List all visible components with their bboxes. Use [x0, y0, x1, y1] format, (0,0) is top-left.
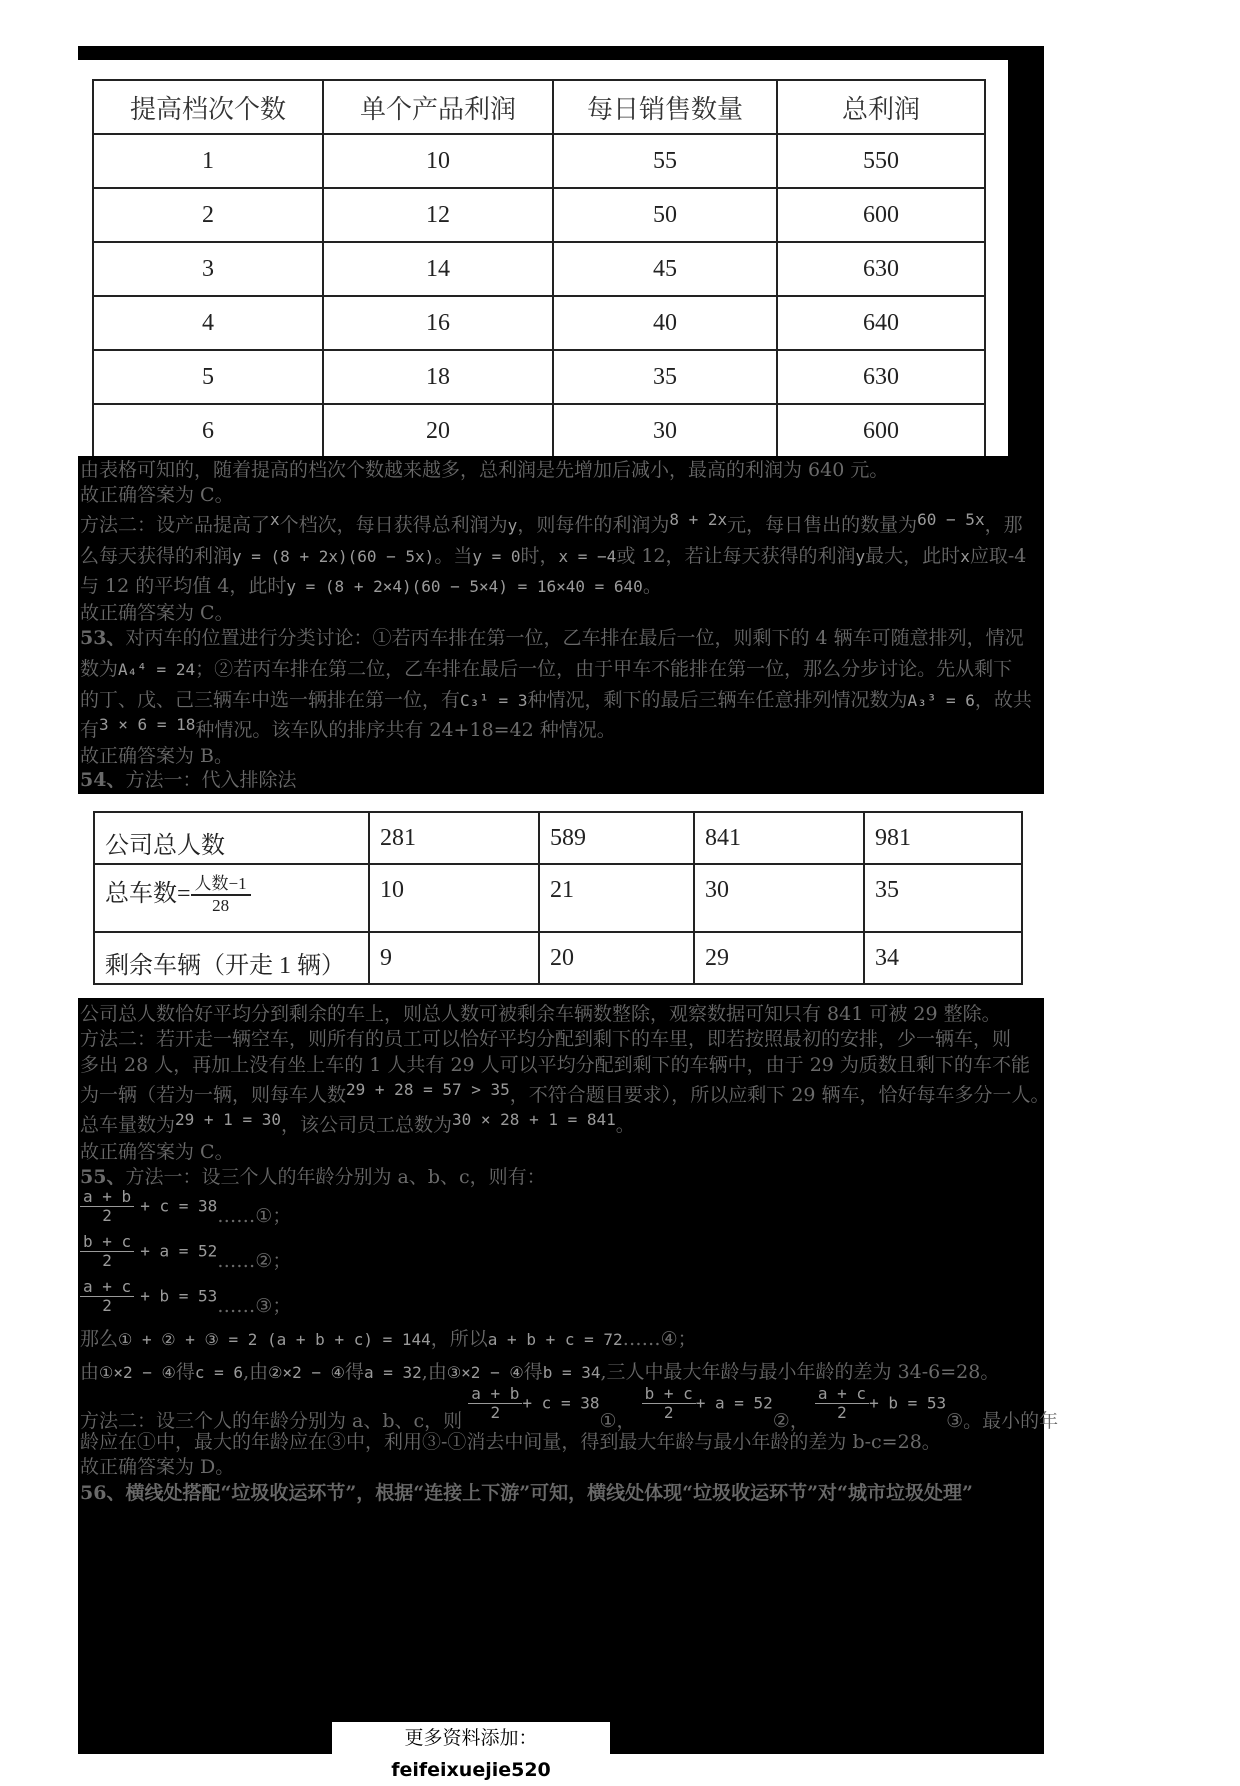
text-span: 对丙车的位置进行分类讨论：①若丙车排在第一位，乙车排在最后一位，则剩下的 4 辆车可随意排列，情况: [125, 627, 1024, 649]
table-cell: 10: [323, 134, 553, 188]
text-span: 与 12 的平均值 4，此时: [80, 575, 287, 597]
paragraph: 公司总人数恰好平均分到剩余的车上，则总人数可被剩余车辆数整除，观察数据可知只有 841 可被 29 整除。: [80, 1003, 1001, 1025]
table-cell: 45: [553, 242, 777, 296]
fraction-numerator: 人数−1: [191, 874, 251, 896]
text-span: 。: [615, 1114, 635, 1136]
answer-line: 故正确答案为 D。: [80, 1456, 235, 1478]
math-expr: 60 − 5x: [917, 510, 985, 529]
paragraph: [80, 1163, 546, 1191]
fraction-numerator: b + c: [80, 1233, 134, 1252]
math-expr: + a = 52: [695, 1393, 773, 1413]
text-span: 有: [80, 719, 100, 741]
table-row: [93, 404, 985, 458]
table-cell: 35: [553, 350, 777, 404]
fraction-numerator: a + b: [80, 1188, 134, 1207]
paragraph: [80, 686, 1032, 715]
table-cell: 16: [323, 296, 553, 350]
table-cell: 4: [93, 296, 323, 350]
header-cell: 每日销售数量: [553, 80, 777, 134]
fraction: [815, 1385, 869, 1422]
fraction-numerator: a + c: [815, 1385, 869, 1404]
math-expr: y = (8 + 2x)(60 − 5x): [232, 547, 435, 566]
text-span: 种情况。该车队的排序共有 24+18=42 种情况。: [195, 719, 616, 741]
text-span: 最大，此时: [865, 545, 961, 567]
answer-line: 故正确答案为 C。: [80, 602, 234, 624]
text-span: 那么: [80, 1328, 119, 1350]
text-span: ，那: [984, 514, 1023, 536]
table-cell: 20: [323, 404, 553, 458]
text-span: 方法一：代入排除法: [125, 769, 297, 791]
table-cell: 30: [694, 864, 864, 932]
text-span: 横线处搭配“垃圾收运环节”，根据“连接上下游”可知，横线处体现“垃圾收运环节”对“城市垃圾处理”: [125, 1482, 973, 1504]
table-row: [93, 188, 985, 242]
table-header-row: [93, 80, 985, 134]
paragraph: [80, 655, 1012, 684]
equation-tag: ③。最小的年: [946, 1409, 1059, 1432]
table-cell: 589: [539, 812, 694, 864]
watermark-prefix: 更多资料添加：: [404, 1727, 538, 1749]
paragraph: 由表格可知的，随着提高的档次个数越来越多，总利润是先增加后减小，最高的利润为 640 元。: [80, 459, 889, 481]
paragraph: 方法二：若开走一辆空车，则所有的员工可以恰好平均分配到剩下的车里，即若按照最初的安排，少一辆车，则: [80, 1028, 1012, 1050]
math-expr: ① + ② + ③ = 2 (a + b + c) = 144: [118, 1330, 431, 1349]
fraction: [80, 1278, 134, 1315]
math-expr: 30 × 28 + 1 = 841: [452, 1110, 616, 1129]
profit-table: [92, 79, 986, 459]
paragraph: 多出 28 人，再加上没有坐上车的 1 人共有 29 人可以平均分配到剩下的车辆中，由于 29 为质数且剩下的车不能: [80, 1054, 1030, 1076]
math-expr: a = 32: [363, 1363, 422, 1382]
table-cell: 10: [369, 864, 539, 932]
row-label: 剩余车辆（开走 1 辆）: [94, 932, 369, 984]
math-expr: ②×2 − ④: [268, 1363, 345, 1382]
table-cell: 34: [864, 932, 1022, 984]
text-span: ，则每件的利润为: [517, 514, 670, 536]
text-span: 种情况，剩下的最后三辆车任意排列情况数为: [527, 689, 908, 711]
text-span: ，故共: [974, 689, 1032, 711]
table-cell: 30: [553, 404, 777, 458]
table-row: [94, 812, 1022, 864]
fraction-denominator: 2: [102, 1206, 112, 1225]
text-span: ,由: [421, 1361, 447, 1383]
text-span: ，所以: [430, 1328, 488, 1350]
paragraph: [80, 716, 616, 745]
question-number: 54、: [80, 769, 126, 791]
table-cell: 12: [323, 188, 553, 242]
paragraph: [80, 1325, 697, 1354]
fraction: [80, 1188, 134, 1225]
text-span: 由: [80, 1361, 100, 1383]
table-cell: 281: [369, 812, 539, 864]
question-number: 56、: [80, 1482, 126, 1504]
table-row: [93, 134, 985, 188]
math-expr: A₃³ = 6: [907, 691, 975, 710]
math-expr: + b = 53: [869, 1393, 947, 1413]
text-span: ……④；: [622, 1328, 697, 1350]
math-var: y: [507, 516, 518, 535]
math-var: x: [960, 547, 970, 566]
equation-2: [80, 1233, 291, 1270]
answer-line: 故正确答案为 C。: [80, 484, 234, 506]
table-cell: 600: [777, 404, 985, 458]
text-span: 个档次，每日获得总利润为: [279, 514, 508, 536]
row-label: 公司总人数: [94, 812, 369, 864]
text-span: ；②若丙车排在第二位，乙车排在最后一位，由于甲车不能排在第一位，那么分步讨论。先从剩下: [195, 658, 1013, 680]
text-span: 。: [642, 575, 662, 597]
table-cell: 50: [553, 188, 777, 242]
fraction-numerator: a + b: [468, 1385, 522, 1404]
fraction-numerator: a + c: [80, 1278, 134, 1297]
table-cell: 5: [93, 350, 323, 404]
text-span: 总车数=: [105, 881, 191, 907]
table-cell: 20: [539, 932, 694, 984]
math-expr: b = 34: [542, 1363, 601, 1382]
table-cell: 630: [777, 242, 985, 296]
table-cell: 18: [323, 350, 553, 404]
table-cell: 981: [864, 812, 1022, 864]
text-span: ,由: [243, 1361, 269, 1383]
text-span: ，不符合题目要求），所以应剩下 29 辆车，恰好每车多分一人。: [509, 1084, 1050, 1106]
text-span: 元，每日售出的数量为: [727, 514, 918, 536]
math-expr: + c = 38: [522, 1393, 600, 1413]
table-cell: 21: [539, 864, 694, 932]
table-cell: 1: [93, 134, 323, 188]
math-expr: x = −4: [558, 547, 617, 566]
paragraph: [80, 542, 1026, 571]
table-cell: 6: [93, 404, 323, 458]
equation-3: [80, 1278, 291, 1315]
text-span: ,三人中最大年龄与最小年龄的差为 34-6=28。: [600, 1361, 1000, 1383]
row-label: [94, 864, 369, 932]
watermark-id: feifeixuejie520: [391, 1759, 551, 1781]
table-cell: 40: [553, 296, 777, 350]
math-expr: 29 + 1 = 30: [175, 1110, 281, 1129]
paragraph: [80, 1479, 973, 1507]
text-span: 总车量数为: [80, 1114, 176, 1136]
fraction-denominator: 28: [212, 896, 230, 916]
paragraph: [80, 1358, 999, 1387]
table-row: [93, 350, 985, 404]
math-expr: C₃¹ = 3: [460, 691, 528, 710]
equation-tag: ……③；: [217, 1294, 292, 1317]
fraction-denominator: 2: [490, 1403, 501, 1422]
answer-line: 故正确答案为 C。: [80, 1141, 234, 1163]
equation-tag: ……①；: [217, 1204, 292, 1227]
text-span: 么每天获得的利润: [80, 545, 233, 567]
text-span: 为一辆（若为一辆，则每车人数: [80, 1084, 347, 1106]
paragraph: [80, 1081, 1050, 1110]
fraction: [191, 874, 251, 916]
paragraph: [80, 624, 1024, 652]
fraction: [468, 1385, 522, 1422]
table-cell: 600: [777, 188, 985, 242]
equation-tag: ……②；: [217, 1249, 292, 1272]
text-span: 得: [523, 1361, 543, 1383]
table-row: [94, 864, 1022, 932]
math-expr: y = (8 + 2×4)(60 − 5×4) = 16×40 = 640: [286, 577, 643, 596]
equation-tag: ①，: [599, 1409, 636, 1432]
answer-line: 故正确答案为 B。: [80, 745, 234, 767]
fraction-denominator: 2: [102, 1296, 112, 1315]
math-expr: + a = 52: [140, 1241, 218, 1261]
top-black-band: [78, 46, 1044, 60]
paragraph: [80, 572, 662, 601]
math-expr: 3 × 6 = 18: [99, 715, 196, 734]
table-cell: 29: [694, 932, 864, 984]
math-var: x: [270, 510, 280, 529]
math-expr: c = 6: [194, 1363, 244, 1382]
table-cell: 640: [777, 296, 985, 350]
math-expr: 29 + 28 = 57 > 35: [346, 1080, 510, 1099]
right-black-strip: [1008, 46, 1044, 456]
math-expr: A₄⁴ = 24: [118, 660, 196, 679]
table-row: [93, 242, 985, 296]
text-span: 方法二：设三个人的年龄分别为 a、b、c，则: [80, 1409, 463, 1432]
text-span: 时，: [520, 545, 559, 567]
table-cell: 2: [93, 188, 323, 242]
vehicle-table: [93, 811, 1023, 985]
fraction: [80, 1233, 134, 1270]
math-expr: ①×2 − ④: [99, 1363, 176, 1382]
math-expr: a + b + c = 72: [487, 1330, 623, 1349]
paragraph: 龄应在①中，最大的年龄应在③中，利用③-①消去中间量，得到最大年龄与最小年龄的差为 b-c=28。: [80, 1431, 941, 1453]
fraction-denominator: 2: [663, 1403, 674, 1422]
paragraph: [80, 1111, 635, 1140]
question-number: 55、: [80, 1166, 126, 1188]
text-span: 方法二：设产品提高了: [80, 514, 271, 536]
text-span: ，该公司员工总数为: [280, 1114, 452, 1136]
math-expr: ③×2 − ④: [446, 1363, 524, 1382]
text-span: 得: [175, 1361, 195, 1383]
text-span: 应取-4: [969, 545, 1027, 567]
fraction-denominator: 2: [102, 1251, 112, 1270]
paragraph: [80, 1384, 1059, 1432]
math-var: y: [855, 547, 866, 566]
table-cell: 841: [694, 812, 864, 864]
header-cell: 总利润: [777, 80, 985, 134]
math-expr: + b = 53: [140, 1286, 218, 1306]
table-cell: 35: [864, 864, 1022, 932]
table-row: [94, 932, 1022, 984]
fraction: [642, 1385, 696, 1422]
table-cell: 9: [369, 932, 539, 984]
math-expr: y = 0: [472, 547, 521, 566]
table-cell: 3: [93, 242, 323, 296]
equation-tag: ②，: [772, 1409, 809, 1432]
header-cell: 提高档次个数: [93, 80, 323, 134]
math-expr: + c = 38: [140, 1196, 218, 1216]
header-cell: 单个产品利润: [323, 80, 553, 134]
text-span: 方法一：设三个人的年龄分别为 a、b、c，则有：: [125, 1166, 546, 1188]
text-span: 或 12，若让每天获得的利润: [616, 545, 856, 567]
equation-1: [80, 1188, 291, 1225]
text-span: 数为: [80, 658, 119, 680]
text-span: 。当: [434, 545, 473, 567]
paragraph: [80, 766, 296, 794]
table-row: [93, 296, 985, 350]
table-cell: 630: [777, 350, 985, 404]
question-number: 53、: [80, 627, 126, 649]
table-cell: 550: [777, 134, 985, 188]
text-span: 的丁、戊、己三辆车中选一辆排在第一位，有: [80, 689, 461, 711]
table-cell: 14: [323, 242, 553, 296]
watermark-contact: [332, 1722, 610, 1781]
math-expr: 8 + 2x: [669, 510, 728, 529]
fraction-numerator: b + c: [642, 1385, 696, 1404]
paragraph: [80, 511, 1023, 540]
fraction-denominator: 2: [837, 1403, 847, 1422]
text-span: 得: [344, 1361, 364, 1383]
table-cell: 55: [553, 134, 777, 188]
